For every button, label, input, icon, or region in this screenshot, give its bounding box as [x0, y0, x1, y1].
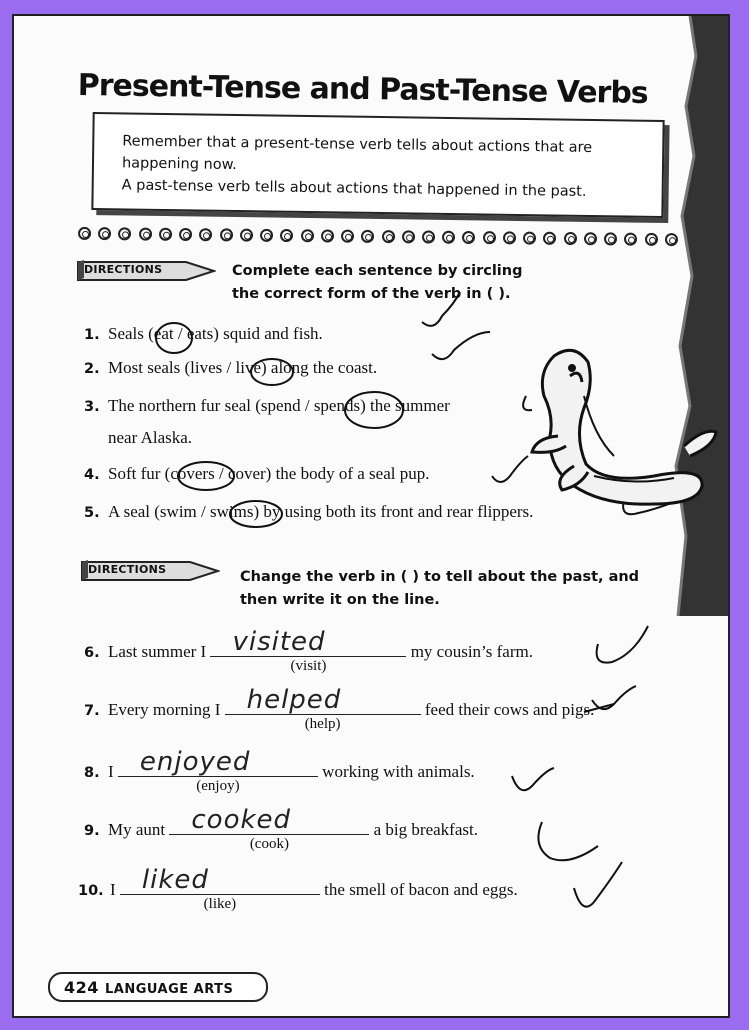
- handwritten-answer: visited: [232, 627, 326, 657]
- directions-label-2: DIRECTIONS: [88, 563, 167, 576]
- list-item: 10. I liked (like) the smell of bacon and eggs.: [78, 865, 518, 912]
- list-item: 1. Seals (eat / eats) squid and fish.: [84, 324, 323, 343]
- list-item: 5. A seal (swim / swims) by using both its front and rear flippers.: [84, 502, 534, 521]
- circle-mark: [178, 462, 234, 490]
- footer-label: LANGUAGE ARTS: [104, 982, 234, 997]
- handwritten-answer: helped: [246, 685, 342, 715]
- circle-mark: [156, 323, 192, 353]
- circle-mark: [230, 501, 282, 527]
- rule-line-1: Remember that a present-tense verb tells about actions that are happening now.: [121, 133, 593, 174]
- pen-marks: [14, 16, 730, 1018]
- check-icon: [492, 456, 528, 482]
- worksheet-page: [12, 14, 730, 1018]
- list-item: 2. Most seals (lives / live) along the coast.: [84, 358, 378, 377]
- page-footer: [48, 972, 268, 1002]
- rule-line-2: A past-tense verb tells about actions that happened in the past.: [121, 177, 587, 200]
- circle-mark: [345, 392, 403, 428]
- circle-mark: [251, 359, 293, 385]
- list-item: 7. Every morning I helped (help) feed their cows and pigs.: [84, 685, 595, 732]
- list-item: 3. The northern fur seal (spend / spends) the summer: [84, 396, 450, 415]
- directions-text-2: Change the verb in ( ) to tell about the past, and then write it on the line.: [240, 569, 640, 608]
- handwritten-answer: enjoyed: [139, 747, 251, 777]
- directions-text-1: Complete each sentence by circling the correct form of the verb in ( ).: [232, 263, 523, 302]
- handwritten-answer: liked: [141, 865, 209, 895]
- check-icon: [597, 626, 648, 663]
- handwritten-answer: cooked: [191, 805, 292, 835]
- list-item: 9. My aunt cooked (cook) a big breakfast.: [84, 805, 478, 852]
- check-icon: [538, 822, 598, 860]
- check-icon: [512, 768, 554, 790]
- seal-illustration: [532, 350, 716, 504]
- check-icon: [592, 686, 636, 709]
- page-title: Present-Tense and Past-Tense Verbs: [77, 68, 648, 111]
- check-icon: [574, 862, 622, 907]
- check-icon: [432, 332, 490, 359]
- check-icon: [422, 292, 460, 326]
- list-item: near Alaska.: [108, 428, 193, 447]
- directions-label-1: DIRECTIONS: [84, 263, 163, 276]
- check-icon: [523, 396, 532, 410]
- list-item: 8. I enjoyed (enjoy) working with animals.: [84, 747, 475, 794]
- list-item: 6. Last summer I visited (visit) my cousin’s farm.: [84, 627, 533, 674]
- page-number: 424: [64, 978, 99, 997]
- list-item: 4. Soft fur (covers / cover) the body of a seal pup.: [84, 464, 430, 483]
